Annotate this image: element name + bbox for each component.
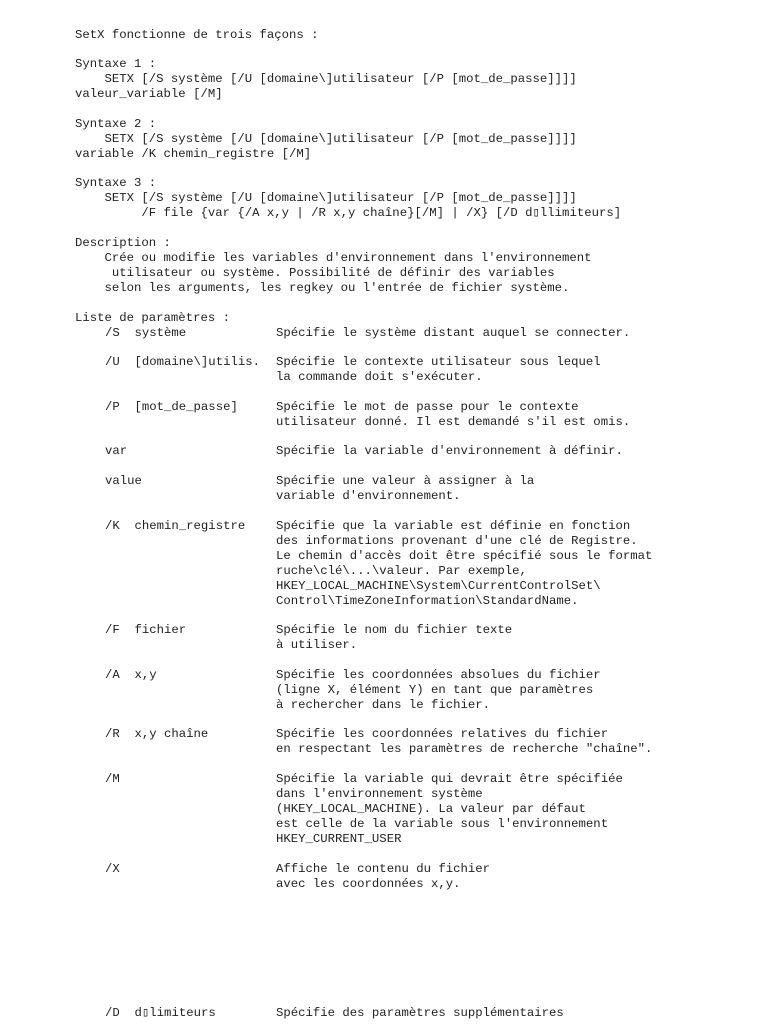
param-desc: Spécifie les coordonnées relatives du fichier — [276, 727, 609, 741]
param-desc: à rechercher dans le fichier. — [276, 698, 491, 712]
param-desc: ruche\clé\...\valeur. Par exemple, — [276, 564, 527, 578]
param-name: /U [domaine\]utilis. — [105, 355, 260, 369]
syntax-2-title: Syntaxe 2 : — [75, 117, 157, 131]
description-line: selon les arguments, les regkey ou l'entrée de fichier système. — [75, 281, 570, 295]
param-desc: Spécifie le mot de passe pour le contexte — [276, 400, 579, 414]
param-name: /F fichier — [105, 623, 187, 637]
param-name: value — [105, 474, 142, 488]
param-name: /M — [105, 772, 120, 786]
param-desc: des informations provenant d'une clé de Registre. — [276, 534, 638, 548]
param-desc: Spécifie le contexte utilisateur sous lequel — [276, 355, 601, 369]
param-name: /P [mot_de_passe] — [105, 400, 238, 414]
param-desc: est celle de la variable sous l'environnement — [276, 817, 609, 831]
param-name: /K chemin_registre — [105, 519, 246, 533]
param-name: /R x,y chaîne — [105, 727, 209, 741]
syntax-3-title: Syntaxe 3 : — [75, 176, 157, 190]
description-line: utilisateur ou système. Possibilité de définir des variables — [75, 266, 555, 280]
description-line: Crée ou modifie les variables d'environnement dans l'environnement — [75, 251, 592, 265]
param-desc: variable d'environnement. — [276, 489, 461, 503]
syntax-2-line: SETX [/S système [/U [domaine\]utilisateur [/P [mot_de_passe]]]] — [75, 132, 577, 146]
param-desc: Spécifie une valeur à assigner à la — [276, 474, 535, 488]
param-desc: Spécifie les coordonnées absolues du fichier — [276, 668, 601, 682]
syntax-2-line: variable /K chemin_registre [/M] — [75, 147, 312, 161]
syntax-1-line: valeur_variable [/M] — [75, 87, 223, 101]
param-desc: Le chemin d'accès doit être spécifié sous le format — [276, 549, 653, 563]
param-desc: (ligne X, élément Y) en tant que paramètres — [276, 683, 594, 697]
syntax-3-line: /F file {var {/A x,y | /R x,y chaîne}[/M] | /X} [/D d▯llimiteurs] — [75, 206, 622, 220]
param-desc: utilisateur donné. Il est demandé s'il est omis. — [276, 415, 631, 429]
param-desc: Spécifie le système distant auquel se connecter. — [276, 326, 631, 340]
param-desc: Spécifie le nom du fichier texte — [276, 623, 513, 637]
param-desc: en respectant les paramètres de recherche "chaîne". — [276, 742, 653, 756]
params-title: Liste de paramètres : — [75, 311, 230, 325]
param-desc: Spécifie la variable d'environnement à définir. — [276, 444, 623, 458]
syntax-1-line: SETX [/S système [/U [domaine\]utilisateur [/P [mot_de_passe]]]] — [75, 72, 577, 86]
param-name: var — [105, 444, 128, 458]
param-name: /D d▯limiteurs — [105, 1006, 216, 1020]
syntax-1-title: Syntaxe 1 : — [75, 57, 157, 71]
syntax-3-line: SETX [/S système [/U [domaine\]utilisateur [/P [mot_de_passe]]]] — [75, 191, 577, 205]
param-desc: HKEY_LOCAL_MACHINE\System\CurrentControlSet\ — [276, 579, 601, 593]
param-desc: dans l'environnement système — [276, 787, 483, 801]
param-desc: Affiche le contenu du fichier — [276, 862, 491, 876]
param-name: /S système — [105, 326, 187, 340]
intro-text: SetX fonctionne de trois façons : — [75, 28, 319, 42]
param-desc: (HKEY_LOCAL_MACHINE). La valeur par défaut — [276, 802, 586, 816]
param-desc: la commande doit s'exécuter. — [276, 370, 483, 384]
param-desc: avec les coordonnées x,y. — [276, 877, 461, 891]
param-desc: à utiliser. — [276, 638, 358, 652]
description-title: Description : — [75, 236, 171, 250]
param-name: /A x,y — [105, 668, 157, 682]
param-desc: Spécifie des paramètres supplémentaires — [276, 1006, 564, 1020]
param-desc: HKEY_CURRENT_USER — [276, 832, 402, 846]
param-desc: Spécifie que la variable est définie en fonction — [276, 519, 631, 533]
param-name: /X — [105, 862, 120, 876]
param-desc: Control\TimeZoneInformation\StandardName. — [276, 594, 579, 608]
param-desc: Spécifie la variable qui devrait être spécifiée — [276, 772, 623, 786]
